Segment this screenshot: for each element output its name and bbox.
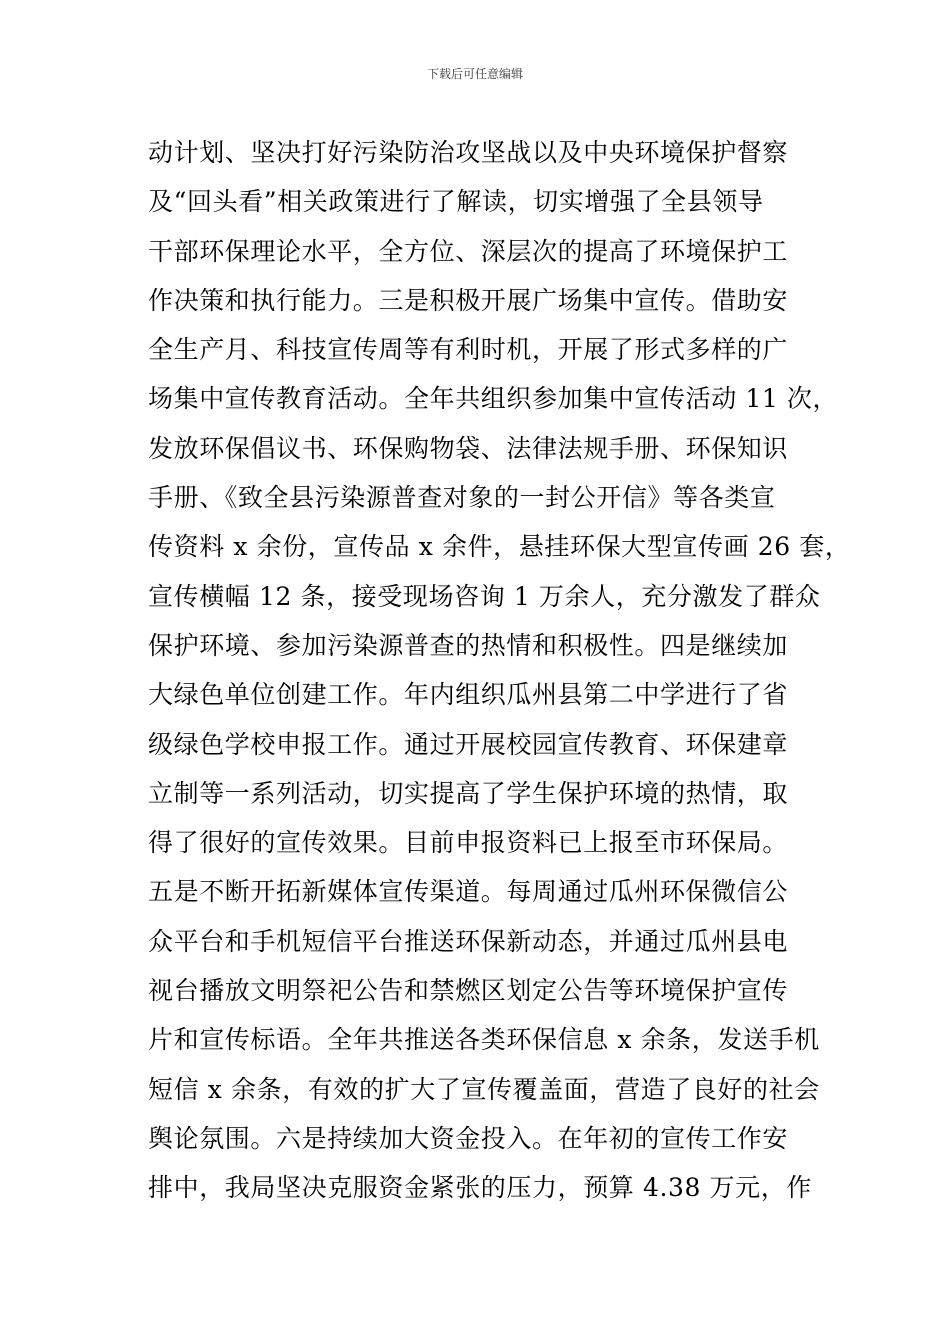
text-line: 众平台和手机短信平台推送环保新动态，并通过瓜州县电 (148, 926, 789, 956)
body-text (148, 128, 851, 1213)
text-line: 片和宣传标语。全年共推送各类环保信息 x 余条，发送手机 (148, 1025, 820, 1055)
text-line: 干部环保理论水平，全方位、深层次的提高了环境保护工 (148, 236, 789, 266)
text-line: 及“回头看”相关政策进行了解读，切实增强了全县领导 (148, 187, 764, 217)
text-line: 短信 x 余条，有效的扩大了宣传覆盖面，营造了良好的社会 (148, 1074, 820, 1104)
text-line: 大绿色单位创建工作。年内组织瓜州县第二中学进行了省 (148, 680, 789, 710)
text-line: 传资料 x 余份，宣传品 x 余件，悬挂环保大型宣传画 26 套， (148, 532, 851, 562)
text-line: 排中，我局坚决克服资金紧张的压力，预算 4.38 万元，作 (148, 1173, 812, 1203)
page-header: 下载后可任意编辑 (426, 67, 523, 81)
text-line: 级绿色学校申报工作。通过开展校园宣传教育、环保建章 (148, 729, 789, 759)
text-line: 视台播放文明祭祀公告和禁燃区划定公告等环境保护宣传 (148, 976, 789, 1006)
text-line: 立制等一系列活动，切实提高了学生保护环境的热情，取 (148, 778, 789, 808)
text-line: 动计划、坚决打好污染防治攻坚战以及中央环境保护督察 (148, 138, 789, 167)
text-line: 舆论氛围。六是持续加大资金投入。在年初的宣传工作安 (148, 1123, 789, 1153)
text-line: 场集中宣传教育活动。全年共组织参加集中宣传活动 11 次， (148, 384, 839, 414)
text-line: 全生产月、科技宣传周等有利时机，开展了形式多样的广 (148, 335, 789, 365)
text-line: 保护环境、参加污染源普查的热情和积极性。四是继续加 (148, 630, 789, 660)
text-line: 发放环保倡议书、环保购物袋、法律法规手册、环保知识 (148, 433, 789, 463)
text-line: 宣传横幅 12 条，接受现场咨询 1 万余人，充分激发了群众 (148, 581, 821, 611)
text-line: 五是不断开拓新媒体宣传渠道。每周通过瓜州环保微信公 (148, 877, 789, 907)
text-line: 作决策和执行能力。三是积极开展广场集中宣传。借助安 (148, 285, 789, 315)
text-line: 得了很好的宣传效果。目前申报资料已上报至市环保局。 (148, 828, 789, 858)
text-line: 手册、《致全县污染源普查对象的一封公开信》等各类宣 (148, 483, 776, 513)
